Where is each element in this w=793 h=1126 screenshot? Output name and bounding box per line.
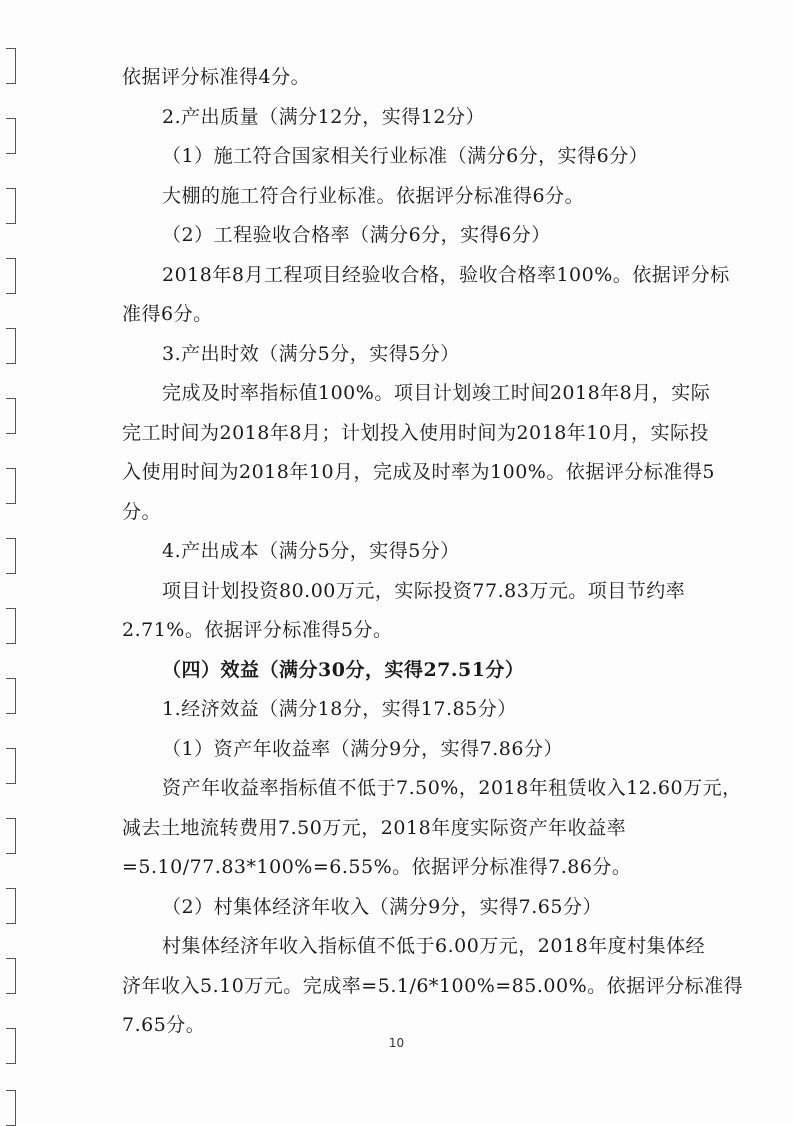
binding-mark	[6, 118, 16, 154]
binding-mark	[6, 398, 16, 434]
binding-mark	[6, 958, 16, 994]
binding-mark	[6, 468, 16, 504]
text-line: 7.65分。	[122, 1014, 206, 1036]
binding-mark	[6, 748, 16, 784]
page-number: 10	[388, 1036, 405, 1050]
text-line: 济年收入5.10万元。完成率=5.1/6*100%=85.00%。依据评分标准得	[122, 974, 744, 997]
text-line: 村集体经济年收入指标值不低于6.00万元，2018年度村集体经	[162, 935, 706, 957]
section-heading: 3.产出时效（满分5分，实得5分）	[162, 342, 460, 365]
text-line: 准得6分。	[122, 303, 213, 325]
binding-mark	[6, 888, 16, 924]
text-line: 减去土地流转费用7.50万元，2018年度实际资产年收益率	[122, 816, 627, 839]
text-line: 项目计划投资80.00万元，实际投资77.83万元。项目节约率	[162, 579, 686, 602]
text-line: 完工时间为2018年8月；计划投入使用时间为2018年10月，实际投	[122, 421, 709, 444]
binding-mark	[6, 188, 16, 224]
subsection-heading: （1）施工符合国家相关行业标准（满分6分，实得6分）	[162, 145, 649, 167]
binding-mark	[6, 258, 16, 294]
text-line: 分。	[122, 500, 162, 523]
section-heading: 1.经济效益（满分18分，实得17.85分）	[162, 698, 517, 720]
binding-mark	[6, 48, 16, 84]
section-heading: 2.产出质量（满分12分，实得12分）	[162, 105, 485, 128]
binding-marks	[0, 0, 26, 1121]
text-line: 资产年收益率指标值不低于7.50%，2018年租赁收入12.60万元，	[162, 777, 742, 799]
text-line: 依据评分标准得4分。	[122, 66, 311, 88]
text-line: =5.10/77.83*100%=6.55%。依据评分标准得7.86分。	[122, 856, 632, 878]
text-line: 大棚的施工符合行业标准。依据评分标准得6分。	[162, 184, 585, 207]
chapter-heading: （四）效益（满分30分，实得27.51分）	[162, 658, 525, 681]
subsection-heading: （2）村集体经济年收入（满分9分，实得7.65分）	[162, 895, 602, 918]
binding-mark	[6, 328, 16, 364]
text-line: 入使用时间为2018年10月，完成及时率为100%。依据评分标准得5	[122, 461, 715, 483]
text-line: 完成及时率指标值100%。项目计划竣工时间2018年8月，实际	[162, 382, 711, 404]
binding-mark	[6, 538, 16, 574]
binding-mark	[6, 608, 16, 644]
section-heading: 4.产出成本（满分5分，实得5分）	[162, 540, 460, 562]
text-line: 2018年8月工程项目经验收合格，验收合格率100%。依据评分标	[162, 263, 730, 286]
text-line: 2.71%。依据评分标准得5分。	[122, 619, 393, 641]
binding-mark	[6, 818, 16, 854]
subsection-heading: （2）工程验收合格率（满分6分，实得6分）	[162, 224, 551, 246]
binding-mark	[6, 678, 16, 714]
subsection-heading: （1）资产年收益率（满分9分，实得7.86分）	[162, 737, 563, 760]
